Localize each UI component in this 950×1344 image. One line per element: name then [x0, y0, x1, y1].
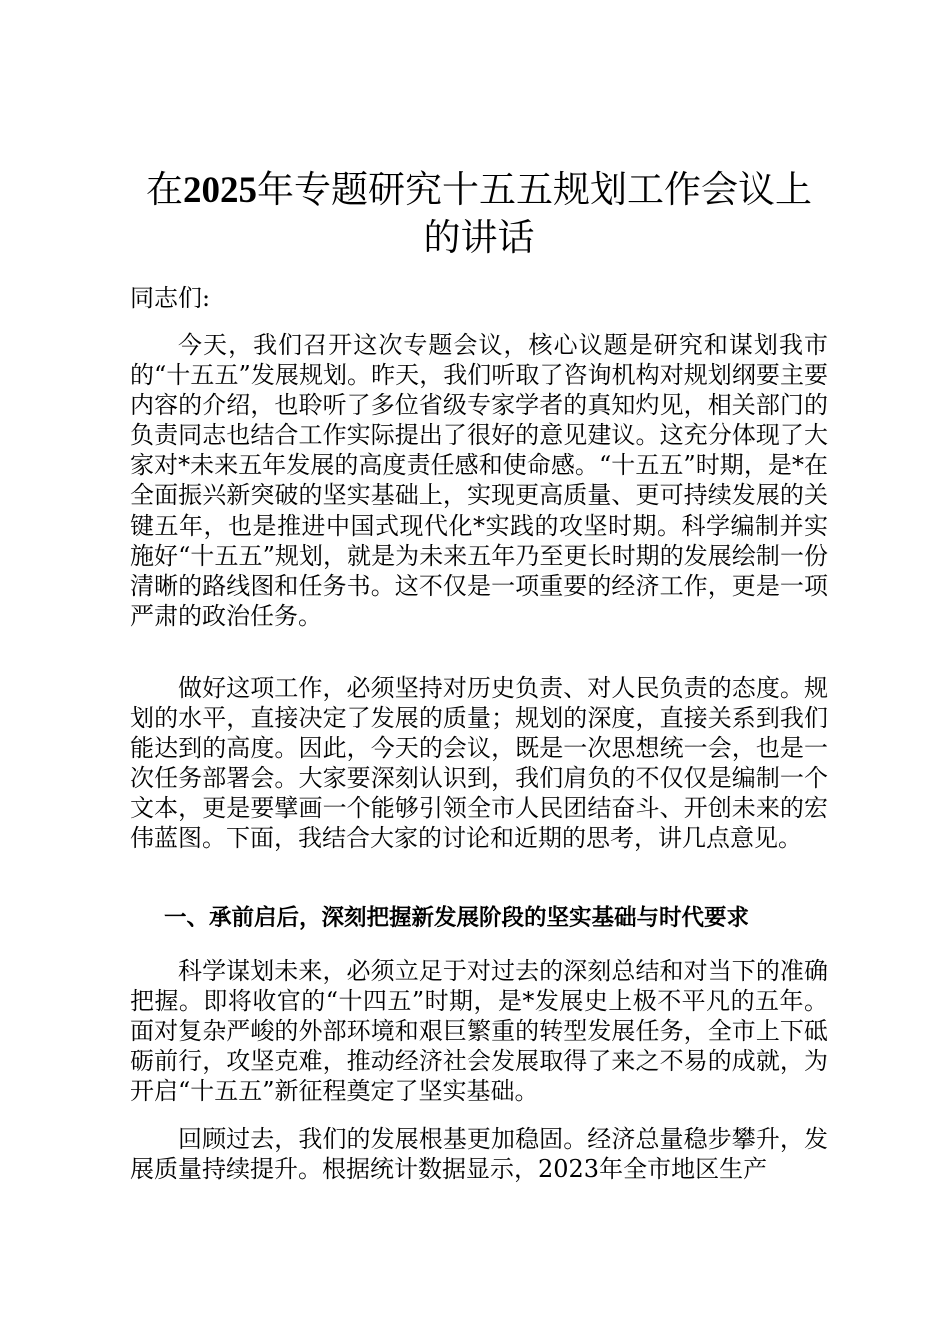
paragraph-section-intro: 科学谋划未来，必须立足于对过去的深刻总结和对当下的准确把握。即将收官的“十四五”时期，是*发展史上极不平凡的五年。面对复杂严峻的外部环境和艰巨繁重的转型发展任务，全市上下砥砺前行，攻坚克难，推动经济社会发展取得了来之不易的成就，为开启“十五五”新征程奠定了坚实基础。: [130, 957, 828, 1106]
paragraph-purpose: 做好这项工作，必须坚持对历史负责、对人民负责的态度。规划的水平，直接决定了发展的质量；规划的深度，直接关系到我们能达到的高度。因此，今天的会议，既是一次思想统一会，也是一次任务部署会。大家要深刻认识到，我们肩负的不仅仅是编制一个文本，更是要擘画一个能够引领全市人民团结奋斗、开创未来的宏伟蓝图。下面，我结合大家的讨论和近期的思考，讲几点意见。: [130, 674, 828, 853]
paragraph-opening: 今天，我们召开这次专题会议，核心议题是研究和谋划我市的“十五五”发展规划。昨天，我们听取了咨询机构对规划纲要主要内容的介绍，也聆听了多位省级专家学者的真知灼见，相关部门的负责同志也结合工作实际提出了很好的意见建议。这充分体现了大家对*未来五年发展的高度责任感和使命感。“十五五”时期，是*在全面振兴新突破的坚实基础上，实现更高质量、更可持续发展的关键五年，也是推进中国式现代化*实践的攻坚时期。科学编制并实施好“十五五”规划，就是为未来五年乃至更长时期的发展绘制一份清晰的路线图和任务书。这不仅是一项重要的经济工作，更是一项严肃的政治任务。: [130, 331, 828, 630]
section-heading: 一、承前启后，深刻把握新发展阶段的坚实基础与时代要求: [164, 905, 750, 931]
paragraph-review: 回顾过去，我们的发展根基更加稳固。经济总量稳步攀升，发展质量持续提升。根据统计数据显示，2023年全市地区生产: [130, 1125, 828, 1184]
title-prefix: 在: [146, 168, 183, 211]
title-year: 2025: [183, 170, 257, 211]
salutation: 同志们:: [130, 284, 211, 312]
document-title: [130, 166, 828, 261]
title-rest: 年专题研究十五五规划工作会议上的讲话: [257, 168, 812, 259]
